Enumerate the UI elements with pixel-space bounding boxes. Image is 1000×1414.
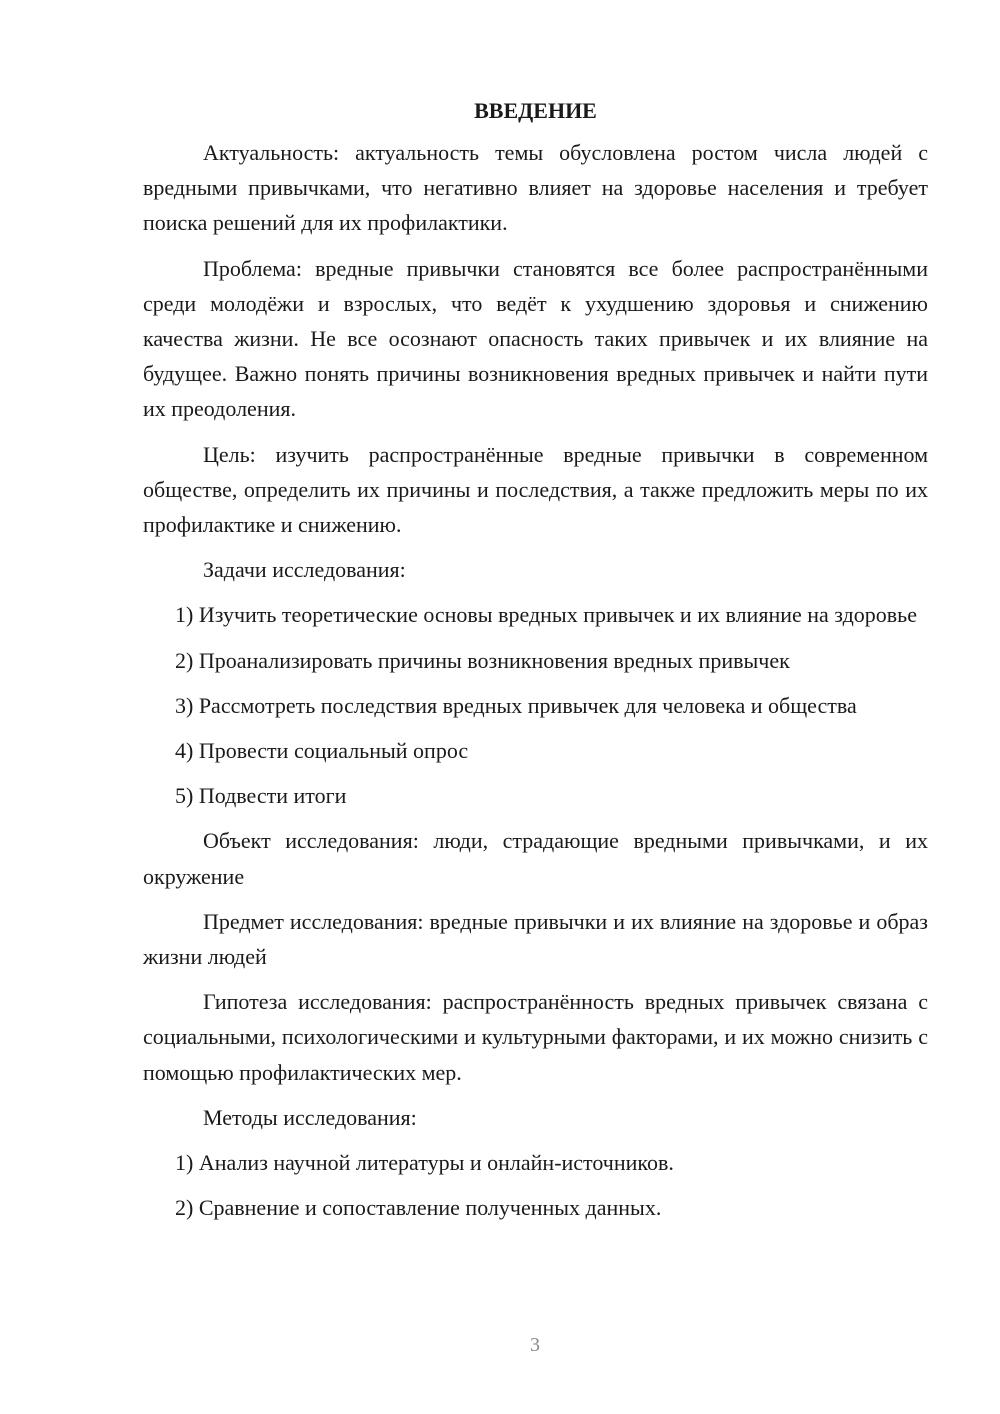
methods-heading: Методы исследования:	[203, 1104, 417, 1130]
task-item-5: 5) Подвести итоги	[175, 783, 347, 809]
task-item-1: 1) Изучить теоретические основы вредных привычек и их влияние на здоровье	[175, 602, 917, 628]
method-item-2: 2) Сравнение и сопоставление полученных данных.	[175, 1195, 662, 1221]
task-item-3: 3) Рассмотреть последствия вредных привычек для человека и общества	[175, 692, 857, 718]
section-title: ВВЕДЕНИЕ	[474, 98, 597, 123]
tasks-heading: Задачи исследования:	[203, 557, 406, 583]
paragraph-goal: Цель: изучить распространённые вредные привычки в современном обществе, определить их причины и последствия, а также предложить меры по их профилактике и снижению.	[143, 441, 928, 538]
page-number: 3	[530, 1334, 540, 1356]
task-item-2: 2) Проанализировать причины возникновения вредных привычек	[175, 647, 790, 673]
task-item-4: 4) Провести социальный опрос	[175, 738, 469, 764]
document-page	[143, 94, 928, 1235]
paragraph-subject: Предмет исследования: вредные привычки и их влияние на здоровье и образ жизни людей	[143, 908, 928, 970]
paragraph-relevance: Актуальность: актуальность темы обусловлена ростом числа людей с вредными привычками, что негативно влияет на здоровье населения и требует поиска решений для их профилактики.	[143, 140, 928, 236]
paragraph-hypothesis: Гипотеза исследования: распространённость вредных привычек связана с социальными, психологическими и культурными факторами, и их можно снизить с помощью профилактических мер.	[143, 989, 928, 1085]
paragraph-problem: Проблема: вредные привычки становятся все более распространёнными среди молодёжи и взрослых, что ведёт к ухудшению здоровья и снижению качества жизни. Не все осознают опасность таких привычек и их влияние на будущее. Важно понять причины возникновения вредных привычек и найти пути их преодоления.	[143, 255, 928, 422]
method-item-1: 1) Анализ научной литературы и онлайн-источников.	[175, 1150, 674, 1176]
paragraph-object: Объект исследования: люди, страдающие вредными привычками, и их окружение	[143, 828, 928, 889]
